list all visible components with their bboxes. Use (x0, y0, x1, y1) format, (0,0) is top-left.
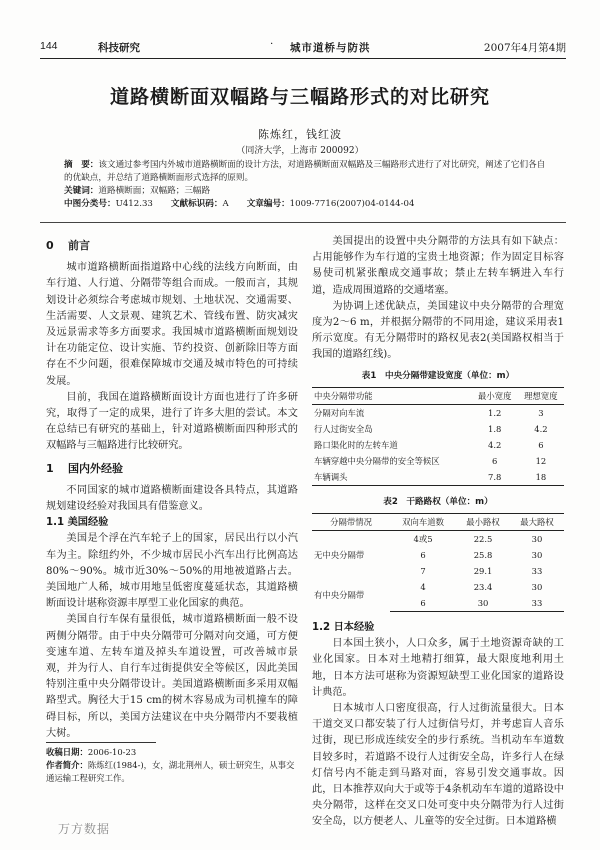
table-row (312, 453, 564, 469)
abstract (64, 159, 550, 185)
table-cell: 路口渠化时的左转车道 (314, 439, 398, 450)
table-cell: 车辆穿越中央分隔带的安全等候区 (314, 455, 440, 466)
table-row (312, 421, 564, 437)
issue-info: 2007年4月第4期 (483, 42, 566, 54)
table-cell: 1.8 (488, 423, 502, 434)
doc-label: 文献标识码： (170, 199, 223, 209)
author-bio-label: 作者简介： (46, 760, 88, 770)
table-cell: 3 (538, 407, 544, 418)
table-row (312, 437, 564, 453)
paragraph: 日本国土狭小，人口众多，属于土地资源奇缺的工业化国家。日本对土地精打细算，最大限度地利用土地，日本方法可堪称为资源短缺型工业化国家的道路设计典范。 (312, 638, 564, 698)
table-2 (312, 494, 564, 612)
table-cell: 行人过街安全岛 (314, 423, 373, 434)
table-cell: 6 (420, 550, 426, 561)
table-cell: 7.8 (472, 469, 518, 486)
paragraph: 城市道路横断面指道路中心线的法线方向断面，由车行道、人行道、分隔带等组合而成。一般而言，其规划设计必须综合考虑城市规划、土地状况、交通需要、生活需要、人文景观、建筑艺术、管线布置、防灾减灾及远景需求等多方面要求。我国城市道路横断面规划设计在功能定位、设计实施、节约投资、创新除旧等方面存在不少问题，很难保障城市交通及城市特色的可持续发展。 (46, 262, 298, 387)
paragraph: 美国提出的设置中央分隔带的方法具有如下缺点：占用能够作为车行道的宝贵土地资源；作为固定目标容易使司机紧张酿成交通事故；禁止左转车辆进入车行道，造成周围道路的交通堵塞。 (312, 236, 564, 296)
table-header-cell: 最小宽度 (472, 387, 518, 404)
table-cell: 1.2 (488, 407, 502, 418)
paragraph: 为协调上述优缺点，美国建议中央分隔带的合理宽度为2～6 m，并根据分隔带的不同用途，建议采用表1所示宽度。有无分隔带时的路权见表2(美国路权相当于我国的道路红线)。 (312, 300, 564, 361)
paper-title: 道路横断面双幅路与三幅路形式的对比研究 (109, 86, 490, 108)
table-cell: 25.8 (473, 550, 493, 561)
table-cell: 7 (420, 566, 426, 577)
article-label: 文章编号： (246, 199, 290, 209)
paragraph: 目前，我国在道路横断面设计方面也进行了许多研究，取得了一定的成果，进行了许多大胆的尝试。本文在总结已有研究的基础上，针对道路横断面四种形式的双幅路与三幅路进行比较研究。 (46, 391, 298, 452)
table-cell: 4.2 (488, 439, 502, 450)
doc-field (171, 198, 229, 211)
keywords-text: 道路横断面；双幅路；三幅路 (98, 186, 211, 196)
table-header-row (312, 387, 564, 404)
classification-line (64, 198, 550, 211)
section-title: 前言 (68, 239, 90, 252)
footnote-rule (46, 742, 156, 743)
received-value: 2006-10-23 (87, 747, 137, 757)
received-label: 收稿日期： (46, 747, 88, 757)
table-cell: 6 (492, 455, 498, 466)
keywords-label: 关键词： (64, 186, 99, 196)
table-cell: 23.4 (473, 582, 493, 593)
running-header (40, 38, 566, 56)
table-group-label: 有中央分隔带 (314, 590, 365, 601)
table-cell: 30 (531, 550, 543, 561)
article-value: 1009-7716(2007)04-0144-04 (289, 199, 415, 209)
paragraph: 日本城市人口密度很高，行人过街流量很大。日本干道交叉口都安装了行人过街信号灯，并考虑盲人音乐过街，现已形成连续安全的步行系统。当机动车车道数目较多时，若道路不设行人过街安全岛，许多行人在绿灯信号内不能走到马路对面，容易引发交通事故。因此，日本推荐双向大于或等于4条机动车车道的道路设中央分隔带，这样在交叉口处可变中央分隔带为行人过街安全岛，以方便老人、儿童等的安全过街。日本道路横 (312, 703, 564, 828)
section-title: 国内外经验 (68, 461, 123, 475)
right-column (312, 234, 564, 831)
abstract-text: 该文通过参考国内外城市道路横断面的设计方法，对道路横断面双幅路及三幅路形式进行了对比研究，阐述了它们各自的优缺点，并总结了道路横断面形式选择的原则。 (64, 160, 546, 183)
page-number: 144 (40, 40, 58, 52)
abstract-label: 摘 要： (64, 160, 99, 170)
author-bio (46, 759, 302, 785)
article-field (247, 198, 415, 211)
table-cell: 33 (531, 566, 543, 577)
table-caption: 表2 干路路权（单位：m） (383, 496, 493, 507)
received-date (46, 746, 302, 759)
table-cell: 33 (510, 595, 564, 612)
table-cell: 18 (518, 469, 564, 486)
header-dot: · (270, 38, 274, 50)
table-row (312, 531, 564, 548)
table-row (312, 579, 564, 595)
table-cell: 4.2 (534, 423, 548, 434)
table-cell: 4 (420, 582, 426, 593)
clc-field (64, 198, 153, 211)
header-rule (40, 58, 566, 59)
table-group-label: 无中央分隔带 (314, 550, 365, 561)
table-cell: 30 (456, 595, 510, 612)
section-number: 1 (46, 461, 54, 475)
table-cell: 22.5 (473, 534, 493, 545)
affiliation: （同济大学，上海市 200092） (236, 146, 364, 156)
section-heading (46, 461, 298, 477)
authors: 陈炼红，钱红波 (258, 128, 342, 141)
paragraph: 不同国家的城市道路横断面建设各具特点，其道路规划建设经验对我国具有借鉴意义。 (46, 484, 298, 513)
doc-value: A (222, 199, 229, 209)
table-header-cell: 最大路权 (510, 514, 564, 531)
table-cell: 29.1 (473, 566, 493, 577)
paragraph: 美国是个浮在汽车轮子上的国家，居民出行以小汽车为主。除纽约外，不少城市居民小汽车出行比例高达80%～90%。城市近30%～50%的用地被道路占去。美国地广人稀，城市用地呈低密度蔓延状态，其道路横断面设计堪称资源丰厚型工业化国家的典范。 (46, 533, 298, 610)
table-cell: 分隔对向车流 (314, 407, 365, 418)
table-cell: 30 (531, 582, 543, 593)
subsection-heading: 1.2 日本经验 (312, 622, 375, 634)
clc-value: U412.33 (115, 199, 153, 209)
section-number: 0 (46, 239, 54, 252)
table-header-cell: 双向车道数 (390, 514, 456, 531)
journal-section: 科技研究 (98, 42, 140, 54)
table-header-cell: 最小路权 (456, 514, 510, 531)
table-caption: 表1 中央分隔带建设宽度（单位：m） (361, 370, 515, 381)
table-cell: 车辆调头 (312, 469, 472, 486)
section-heading (46, 238, 298, 254)
right-of-way-table (312, 513, 564, 612)
table-cell: 6 (390, 595, 456, 612)
table-header-cell: 分隔带情况 (312, 514, 390, 531)
subsection-heading: 1.1 美国经验 (46, 517, 109, 529)
left-column (46, 232, 298, 742)
abstract-block (64, 159, 550, 211)
abstract-rule (40, 222, 566, 223)
table-header-cell: 理想宽度 (518, 387, 564, 404)
table-row (312, 404, 564, 421)
table-cell: 4或5 (413, 534, 433, 545)
journal-name: 城市道桥与防洪 (290, 42, 371, 54)
table-header-row (312, 514, 564, 531)
author-bio-text: 陈炼红(1984-)，女，湖北荆州人，硕士研究生，从事交通运输工程研究工作。 (46, 760, 295, 783)
table-cell: 6 (538, 439, 544, 450)
footnote (46, 746, 302, 785)
median-width-table (312, 387, 564, 486)
clc-label: 中图分类号： (64, 199, 116, 209)
table-header-cell: 中央分隔带功能 (312, 387, 472, 404)
table-1 (312, 368, 564, 486)
keywords (64, 185, 550, 198)
paragraph: 美国自行车保有量很低，城市道路横断面一般不设两侧分隔带。由于中央分隔带可分隔对向交通，可方便变速车道、左转车道及掉头车道设置，可改善城市景观，并为行人、自行车过街提供安全等候区，因此美国特别注重中央分隔带设计。美国道路横断面多采用双幅路型式。胸径大于15 cm的树木容易成为司机撞车的障碍目标，所以，美国方法建议在中央分隔带内不要栽植大树。 (46, 614, 298, 739)
watermark: 万方数据 (58, 822, 111, 836)
table-cell: 30 (531, 534, 543, 545)
table-row (312, 469, 564, 486)
table-cell: 12 (535, 455, 547, 466)
